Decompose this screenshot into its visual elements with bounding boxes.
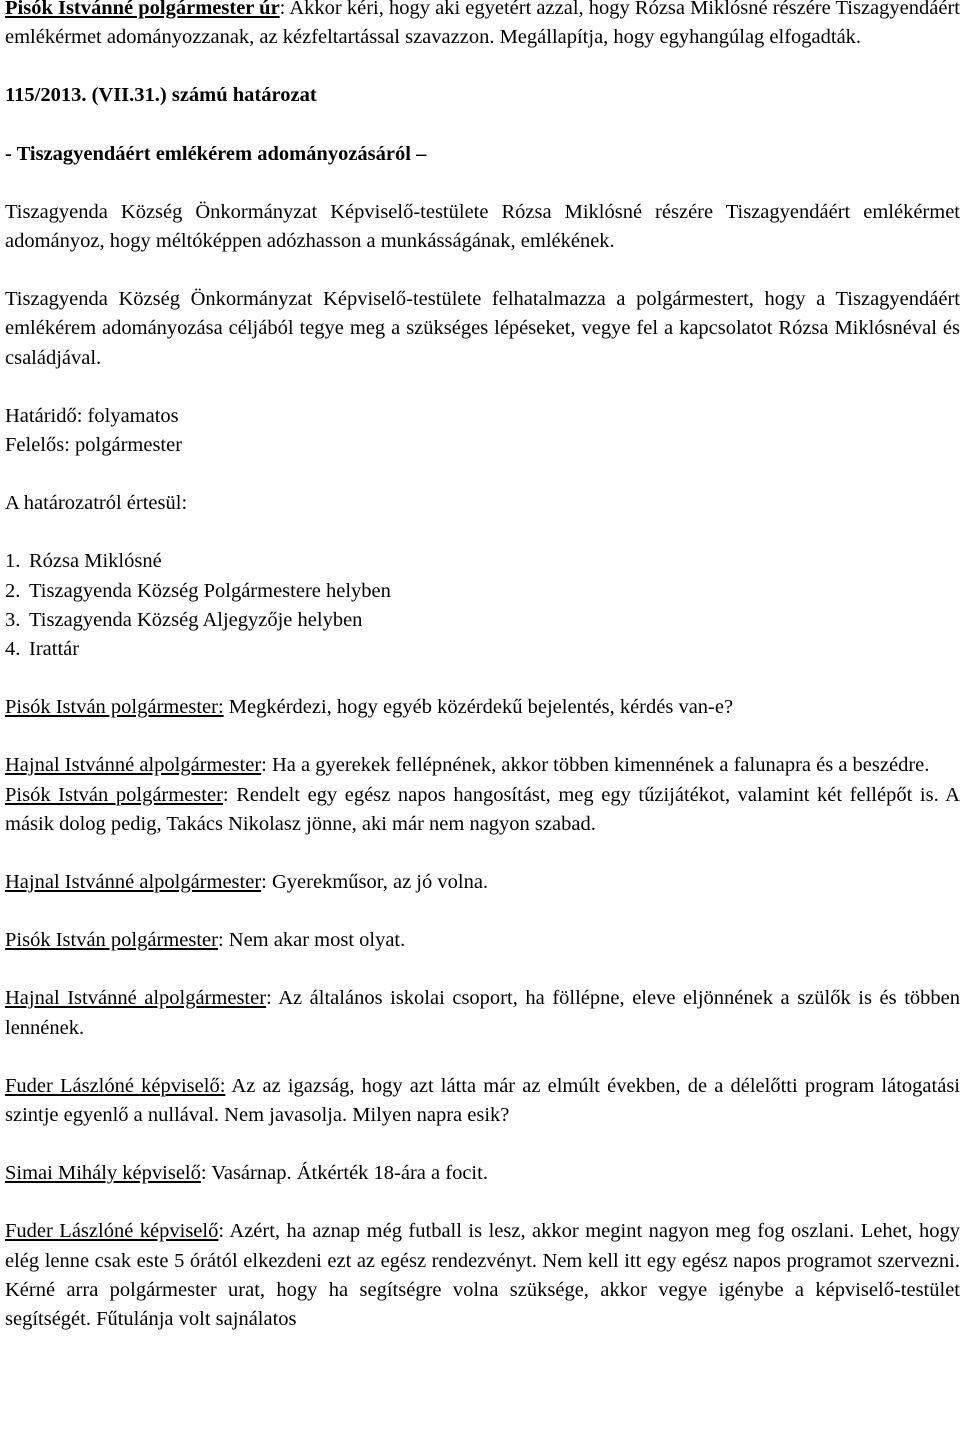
dialogue-paragraph	[5, 693, 960, 722]
list-number: 2.	[5, 579, 21, 602]
dialogue-paragraph	[5, 1159, 960, 1188]
dialogue-paragraph	[5, 868, 960, 897]
speaker-name: Hajnal Istvánné alpolgármester	[5, 754, 262, 777]
list-item	[5, 547, 960, 576]
dialogue-paragraph	[5, 1217, 960, 1334]
deadline-line: Határidő: folyamatos	[5, 404, 179, 427]
speaker-name: Pisók István polgármester:	[5, 696, 224, 719]
resolution-paragraph-2: Tiszagyenda Község Önkormányzat Képviselő-testülete felhatalmazza a polgármestert, hogy a Tiszagyendáért emlékérem adományozása céljából tegye meg a szükséges lépéseket, vegye fel a kapcsolatot Rózsa Miklósnéval és családjával.	[5, 288, 960, 369]
resolution-paragraph-1: Tiszagyenda Község Önkormányzat Képviselő-testülete Rózsa Miklósné részére Tiszagyendáért emlékérmet adományoz, hogy méltóképpen adózhasson a munkásságának, emlékének.	[5, 200, 960, 253]
dialogue-paragraph	[5, 751, 960, 780]
responsible-line: Felelős: polgármester	[5, 434, 183, 457]
list-text: Tiszagyenda Község Polgármestere helyben	[29, 579, 391, 602]
speech-text: : Rendelt egy egész napos hangosítást, meg egy tűzijátékot, valamint két fellépőt is. A másik dolog pedig, Takács Nikolasz jönne, aki már nem nagyon szabad.	[5, 783, 960, 835]
list-item	[5, 606, 960, 635]
dialogue-paragraph	[5, 926, 960, 955]
speaker-name: Pisók Istvánné polgármester úr	[5, 0, 280, 19]
speaker-name: Pisók István polgármester	[5, 783, 223, 806]
speech-text: : Ha a gyerekek fellépnének, akkor többen kimennének a falunapra és a beszédre.	[261, 754, 930, 777]
speaker-name: Hajnal Istvánné alpolgármester	[5, 871, 262, 894]
speech-text: : Akkor kéri, hogy aki egyetért azzal, hogy Rózsa Miklósné részére Tiszagyendáért emlékérmet adományozzanak, az kézfeltartással szavazzon. Megállapítja, hogy egyhangúlag elfogadták.	[5, 0, 960, 49]
resolution-subject: - Tiszagyendáért emlékérem adományozásáról –	[5, 142, 427, 165]
intro-paragraph	[5, 0, 960, 52]
dialogue-paragraph	[5, 781, 960, 839]
speech-text: Megkérdezi, hogy egyéb közérdekű bejelentés, kérdés van-e?	[223, 696, 734, 719]
list-text: Tiszagyenda Község Aljegyzője helyben	[29, 608, 363, 631]
speaker-name: Pisók István polgármester	[5, 929, 218, 952]
list-text: Irattár	[29, 638, 80, 661]
document-page	[5, 0, 960, 1334]
speech-text: : Az általános iskolai csoport, ha föllépne, eleve eljönnének a szülők is és többen lennének.	[5, 987, 960, 1039]
list-item	[5, 577, 960, 606]
resolution-number: 115/2013. (VII.31.) számú határozat	[5, 84, 317, 107]
dialogue-paragraph	[5, 984, 960, 1042]
speech-text: Az az igazság, hogy azt látta már az elmúlt években, de a délelőtti program látogatási szintje egyenlő a nullával. Nem javasolja. Milyen napra esik?	[5, 1074, 960, 1127]
recipient-list	[5, 547, 960, 664]
list-number: 4.	[5, 638, 21, 661]
speech-text: : Vasárnap. Átkérték 18-ára a focit.	[200, 1162, 488, 1185]
list-text: Rózsa Miklósné	[29, 550, 162, 573]
notify-heading: A határozatról értesül:	[5, 492, 188, 515]
dialogue-paragraph	[5, 1072, 960, 1130]
speech-text: : Gyerekműsor, az jó volna.	[261, 871, 489, 894]
list-item	[5, 635, 960, 664]
list-number: 3.	[5, 608, 21, 631]
speaker-name: Fuder Lászlóné képviselő	[5, 1220, 219, 1243]
speech-text: : Nem akar most olyat.	[217, 929, 406, 952]
speaker-name: Fuder Lászlóné képviselő:	[5, 1074, 226, 1097]
list-number: 1.	[5, 550, 21, 573]
speaker-name: Hajnal Istvánné alpolgármester	[5, 987, 267, 1010]
speech-text: : Azért, ha aznap még futball is lesz, akkor megint nagyon meg fog oszlani. Lehet, hogy elég lenne csak este 5 órától elkezdeni ezt az egész rendezvényt. Nem kell itt egy egész napos programot szervezni. Kérné arra polgármester urat, hogy ha segítségre volna szüksége, akkor vegye igénybe a képviselő-testület segítségét. Fűtulánja volt sajnálatos	[5, 1220, 960, 1331]
speaker-name: Simai Mihály képviselő	[5, 1162, 201, 1185]
